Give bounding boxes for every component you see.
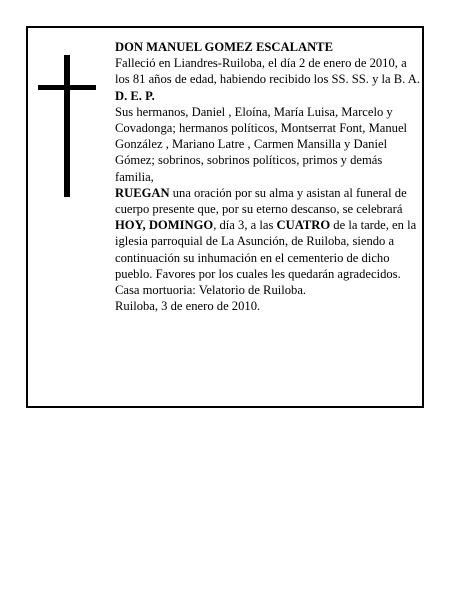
- request-text-2: , día 3, a las: [213, 218, 277, 233]
- request-text-3: de la tarde, en la iglesia parroquial de La Asunción, de Ruiloba, siendo a continuación su inhumación en el cementerio de dicho pueblo. Favores por los cuales les quedarán agradecidos. Casa mortuoria: Velatorio de Ruiloba.: [115, 218, 417, 298]
- obituary-notice: [26, 26, 424, 408]
- funeral-time: CUATRO: [276, 218, 331, 233]
- place-date: Ruiloba, 3 de enero de 2010.: [115, 299, 261, 314]
- death-announcement: Falleció en Liandres-Ruiloba, el día 2 de enero de 2010, a los 81 años de edad, habiendo recibido los SS. SS. y la B. A.: [115, 56, 421, 87]
- cross-icon: [38, 55, 96, 197]
- cross-horizontal-bar: [38, 85, 96, 90]
- funeral-day: HOY, DOMINGO: [115, 218, 214, 233]
- rip-line: D. E. P.: [115, 88, 155, 103]
- cross-vertical-bar: [64, 55, 70, 197]
- request-text-1: una oración por su alma y asistan al funeral de cuerpo presente que, por su eterno descanso, se celebrará: [115, 185, 407, 217]
- notice-body: [115, 39, 421, 314]
- ruegan-label: RUEGAN: [115, 185, 170, 200]
- family-list: Sus hermanos, Daniel , Eloína, María Luisa, Marcelo y Covadonga; hermanos políticos, Montserrat Font, Manuel González , Mariano Latre , Carmen Mansilla y Daniel Gómez; sobrinos, sobrinos políticos, primos y demás familia,: [115, 104, 408, 184]
- funeral-request: [115, 185, 421, 298]
- deceased-name: DON MANUEL GOMEZ ESCALANTE: [115, 40, 333, 54]
